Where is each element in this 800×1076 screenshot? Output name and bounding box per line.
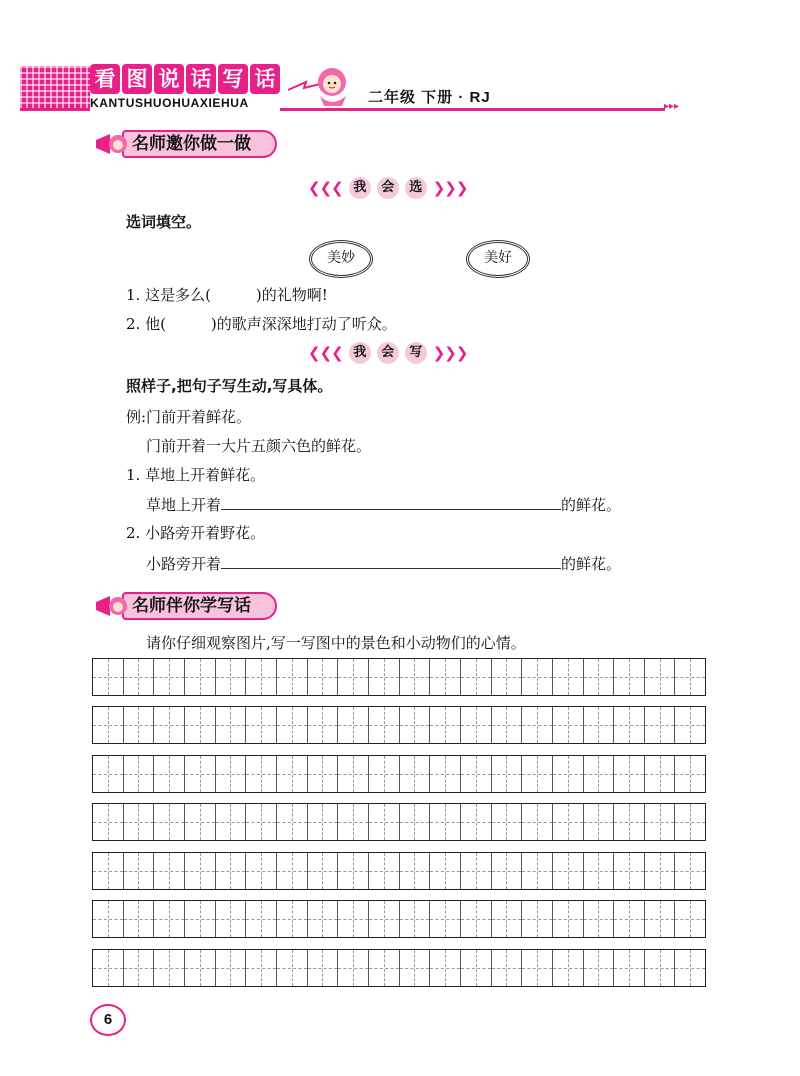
grid-cell[interactable] [154,901,185,937]
title-char: 看 [90,64,120,94]
section-heading-writing [94,592,277,620]
title-char: 话 [186,64,216,94]
grid-cell[interactable] [645,659,676,695]
grid-cell[interactable] [308,659,339,695]
grid-cell[interactable] [614,950,645,986]
subheading-char: 选 [405,177,427,199]
left-arrows-icon: ❮❮❮ [308,179,343,197]
answer-blank[interactable] [221,552,561,569]
grid-cell[interactable] [522,804,553,840]
grid-cell[interactable] [124,659,155,695]
title-char: 写 [218,64,248,94]
section-heading-practice [94,130,277,158]
grid-row [92,900,706,938]
right-arrows-icon: ❯❯❯ [432,179,468,197]
subheading-char: 会 [377,177,399,199]
grid-cell[interactable] [185,659,216,695]
grid-cell[interactable] [185,756,216,792]
grid-cell[interactable] [338,756,369,792]
grid-cell[interactable] [400,804,431,840]
title-char: 图 [122,64,152,94]
grid-cell[interactable] [93,950,124,986]
grid-cell[interactable] [246,756,277,792]
grid-cell[interactable] [675,853,705,889]
grid-cell[interactable] [522,707,553,743]
answer-prefix: 草地上开着 [146,496,222,514]
grid-cell[interactable] [614,707,645,743]
grid-cell[interactable] [369,659,400,695]
grid-cell[interactable] [584,804,615,840]
grid-cell[interactable] [338,853,369,889]
grid-cell[interactable] [308,804,339,840]
grid-cell[interactable] [277,756,308,792]
grid-cell[interactable] [185,707,216,743]
grid-cell[interactable] [124,756,155,792]
grid-cell[interactable] [185,804,216,840]
grid-cell[interactable] [675,756,705,792]
answer-blank[interactable] [221,493,561,510]
grid-row [92,949,706,987]
grid-cell[interactable] [400,950,431,986]
grid-cell[interactable] [553,950,584,986]
grid-cell[interactable] [430,853,461,889]
grid-cell[interactable] [154,756,185,792]
grid-cell[interactable] [93,707,124,743]
grid-cell[interactable] [246,853,277,889]
grid-cell[interactable] [461,804,492,840]
grid-cell[interactable] [430,901,461,937]
subheading-char: 会 [377,342,399,364]
grid-cell[interactable] [461,950,492,986]
choose-question-2: 2. 他( )的歌声深深地打动了听众。 [126,315,397,333]
grid-cell[interactable] [216,756,247,792]
grid-cell[interactable] [338,804,369,840]
grid-cell[interactable] [124,901,155,937]
grid-cell[interactable] [553,853,584,889]
example-answer: 门前开着一大片五颜六色的鲜花。 [146,437,372,455]
grid-cell[interactable] [93,901,124,937]
header-arrow-icon: ▸▸▸ [664,101,680,112]
grid-row [92,658,706,696]
grid-cell[interactable] [308,756,339,792]
grid-cell[interactable] [369,901,400,937]
grid-cell[interactable] [522,659,553,695]
grid-row [92,803,706,841]
writing-instruction: 请你仔细观察图片,写一写图中的景色和小动物们的心情。 [146,634,526,652]
grid-cell[interactable] [400,756,431,792]
book-title-pinyin: KANTUSHUOHUAXIEHUA [90,96,249,110]
grid-cell[interactable] [277,950,308,986]
right-arrows-icon: ❯❯❯ [432,344,468,362]
header-pattern-band [20,66,90,110]
grid-cell[interactable] [216,901,247,937]
grid-cell[interactable] [645,950,676,986]
grid-cell[interactable] [93,804,124,840]
grid-cell[interactable] [400,707,431,743]
grid-cell[interactable] [400,901,431,937]
grid-cell[interactable] [430,950,461,986]
grid-cell[interactable] [93,659,124,695]
grid-cell[interactable] [461,853,492,889]
grid-cell[interactable] [216,853,247,889]
grid-cell[interactable] [277,901,308,937]
choose-question-1: 1. 这是多么( )的礼物啊! [126,286,328,304]
grade-label: 二年级 下册 · RJ [368,89,491,106]
grid-cell[interactable] [369,707,400,743]
grid-cell[interactable] [492,707,523,743]
choose-instruction: 选词填空。 [126,213,202,231]
subheading-char: 我 [349,177,371,199]
grid-cell[interactable] [584,950,615,986]
grid-cell[interactable] [124,707,155,743]
grid-cell[interactable] [584,853,615,889]
grid-cell[interactable] [614,853,645,889]
grid-cell[interactable] [492,950,523,986]
grid-cell[interactable] [584,756,615,792]
grid-cell[interactable] [124,950,155,986]
grid-cell[interactable] [645,853,676,889]
grid-cell[interactable] [154,659,185,695]
grid-cell[interactable] [185,950,216,986]
grid-cell[interactable] [522,756,553,792]
grid-cell[interactable] [185,853,216,889]
write-answer-line-1 [146,493,621,515]
grid-cell[interactable] [246,659,277,695]
grid-cell[interactable] [675,950,705,986]
grid-cell[interactable] [338,901,369,937]
grid-cell[interactable] [553,756,584,792]
write-instruction: 照样子,把句子写生动,写具体。 [126,377,333,395]
grid-cell[interactable] [614,756,645,792]
grid-cell[interactable] [277,659,308,695]
grid-cell[interactable] [645,707,676,743]
grid-cell[interactable] [308,707,339,743]
write-question-1: 1. 草地上开着鲜花。 [126,466,266,484]
grid-cell[interactable] [369,950,400,986]
subheading-char: 写 [405,342,427,364]
grid-cell[interactable] [553,804,584,840]
grid-cell[interactable] [369,804,400,840]
section-title: 名师邀你做一做 [122,130,277,158]
answer-prefix: 小路旁开着 [146,555,222,573]
grid-cell[interactable] [93,853,124,889]
grid-cell[interactable] [338,707,369,743]
grid-cell[interactable] [522,901,553,937]
grid-cell[interactable] [645,804,676,840]
subheading-char: 我 [349,342,371,364]
mascot-girl-icon [284,60,356,110]
grid-cell[interactable] [308,853,339,889]
grid-cell[interactable] [154,853,185,889]
grid-cell[interactable] [461,659,492,695]
grid-cell[interactable] [614,659,645,695]
grid-cell[interactable] [369,853,400,889]
grid-cell[interactable] [522,853,553,889]
grid-cell[interactable] [216,950,247,986]
subheading-write [308,342,467,364]
grid-cell[interactable] [338,659,369,695]
example-label: 例:门前开着鲜花。 [126,408,252,426]
grid-cell[interactable] [154,707,185,743]
grid-cell[interactable] [645,756,676,792]
grid-cell[interactable] [645,901,676,937]
grid-cell[interactable] [614,901,645,937]
grid-cell[interactable] [553,659,584,695]
grid-cell[interactable] [675,659,705,695]
header-rule-left [20,108,90,111]
grid-cell[interactable] [430,707,461,743]
answer-suffix: 的鲜花。 [561,496,622,514]
grid-cell[interactable] [338,950,369,986]
answer-suffix: 的鲜花。 [561,555,622,573]
grid-cell[interactable] [246,950,277,986]
grid-cell[interactable] [216,707,247,743]
left-arrows-icon: ❮❮❮ [308,344,343,362]
grid-cell[interactable] [154,950,185,986]
megaphone-icon [94,592,128,620]
grid-cell[interactable] [277,707,308,743]
grid-cell[interactable] [430,659,461,695]
megaphone-icon [94,130,128,158]
grid-cell[interactable] [492,804,523,840]
header-rule [280,108,665,111]
grid-cell[interactable] [553,707,584,743]
write-question-2: 2. 小路旁开着野花。 [126,524,266,542]
grid-cell[interactable] [461,901,492,937]
subheading-choose [308,177,467,199]
grid-cell[interactable] [93,756,124,792]
title-char: 话 [250,64,280,94]
grid-cell[interactable] [461,707,492,743]
grid-cell[interactable] [124,804,155,840]
grid-row [92,852,706,890]
grid-cell[interactable] [400,853,431,889]
grid-row [92,706,706,744]
grid-cell[interactable] [185,901,216,937]
grid-cell[interactable] [675,901,705,937]
grid-cell[interactable] [216,804,247,840]
grid-cell[interactable] [492,659,523,695]
grid-cell[interactable] [492,853,523,889]
grid-cell[interactable] [492,901,523,937]
grid-cell[interactable] [277,853,308,889]
grid-cell[interactable] [430,756,461,792]
grid-cell[interactable] [154,804,185,840]
grid-cell[interactable] [308,901,339,937]
grid-cell[interactable] [584,901,615,937]
title-char: 说 [154,64,184,94]
grid-cell[interactable] [124,853,155,889]
grid-cell[interactable] [308,950,339,986]
grid-cell[interactable] [492,756,523,792]
grid-cell[interactable] [400,659,431,695]
grid-cell[interactable] [216,659,247,695]
grid-cell[interactable] [522,950,553,986]
grid-cell[interactable] [369,756,400,792]
section-title: 名师伴你学写话 [122,592,277,620]
grid-cell[interactable] [277,804,308,840]
grid-cell[interactable] [246,804,277,840]
grid-cell[interactable] [584,707,615,743]
word-option: 美妙 [309,240,373,278]
grid-cell[interactable] [675,707,705,743]
grid-cell[interactable] [675,804,705,840]
grid-cell[interactable] [553,901,584,937]
write-answer-line-2 [146,552,621,574]
word-option: 美好 [466,240,530,278]
grid-cell[interactable] [461,756,492,792]
grid-cell[interactable] [430,804,461,840]
page-number: 6 [90,1004,126,1036]
grid-cell[interactable] [246,707,277,743]
grid-cell[interactable] [584,659,615,695]
grid-cell[interactable] [246,901,277,937]
grid-row [92,755,706,793]
grid-cell[interactable] [614,804,645,840]
book-title [90,64,282,94]
